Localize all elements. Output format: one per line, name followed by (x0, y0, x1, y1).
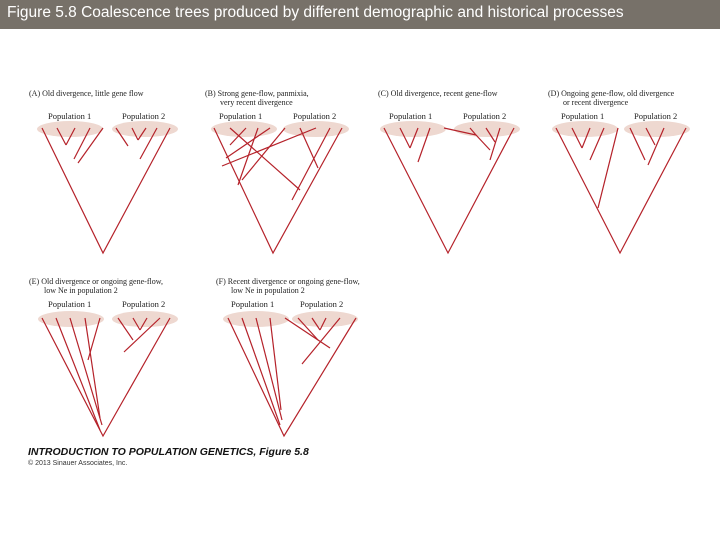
population-1-label: Population 1 (231, 299, 275, 309)
population-2-label: Population 2 (463, 111, 507, 121)
population-1-label: Population 1 (389, 111, 433, 121)
population-1-ellipse (38, 311, 104, 327)
panel-d-label-line2: or recent divergence (563, 98, 629, 107)
population-2-label: Population 2 (122, 111, 166, 121)
panel-a-tree (42, 128, 170, 253)
panel-f-label-line1: (F) Recent divergence or ongoing gene-flow, (216, 277, 360, 286)
population-2-label: Population 2 (634, 111, 678, 121)
population-1-ellipse (211, 121, 277, 137)
population-2-ellipse (283, 121, 349, 137)
panel-e-tree (42, 318, 170, 436)
population-2-ellipse (624, 121, 690, 137)
panel-b (205, 89, 349, 253)
credit-copyright: © 2013 Sinauer Associates, Inc. (28, 460, 128, 467)
population-1-ellipse (380, 121, 446, 137)
population-2-label: Population 2 (293, 111, 337, 121)
panel-e-label-line1: (E) Old divergence or ongoing gene-flow, (29, 277, 163, 286)
population-1-ellipse (37, 121, 103, 137)
panel-f-label-line2: low Ne in population 2 (231, 286, 305, 295)
panel-b-label-line1: (B) Strong gene-flow, panmixia, (205, 89, 309, 98)
credit-title: INTRODUCTION TO POPULATION GENETICS, Figure 5.8 (28, 446, 309, 458)
panel-c-label: (C) Old divergence, recent gene-flow (378, 89, 498, 98)
population-1-label: Population 1 (48, 111, 92, 121)
population-2-label: Population 2 (122, 299, 166, 309)
panel-f-tree (228, 318, 356, 436)
population-1-label: Population 1 (219, 111, 263, 121)
panel-a-label: (A) Old divergence, little gene flow (29, 89, 144, 98)
slide-title: Figure 5.8 Coalescence trees produced by different demographic and historical processes (7, 4, 624, 21)
panel-c-tree (384, 128, 514, 253)
population-2-label: Population 2 (300, 299, 344, 309)
panel-b-tree (214, 128, 342, 253)
panel-b-label-line2: very recent divergence (220, 98, 293, 107)
panel-d-label-line1: (D) Ongoing gene-flow, old divergence (548, 89, 675, 98)
panel-f (216, 277, 360, 436)
panel-e-label-line2: low Ne in population 2 (44, 286, 118, 295)
panel-a (29, 89, 178, 253)
population-1-label: Population 1 (48, 299, 92, 309)
panel-d (548, 89, 690, 253)
population-1-ellipse (552, 121, 618, 137)
panel-c (378, 89, 520, 253)
population-1-label: Population 1 (561, 111, 605, 121)
panel-d-tree (556, 128, 686, 253)
panel-e (29, 277, 178, 436)
